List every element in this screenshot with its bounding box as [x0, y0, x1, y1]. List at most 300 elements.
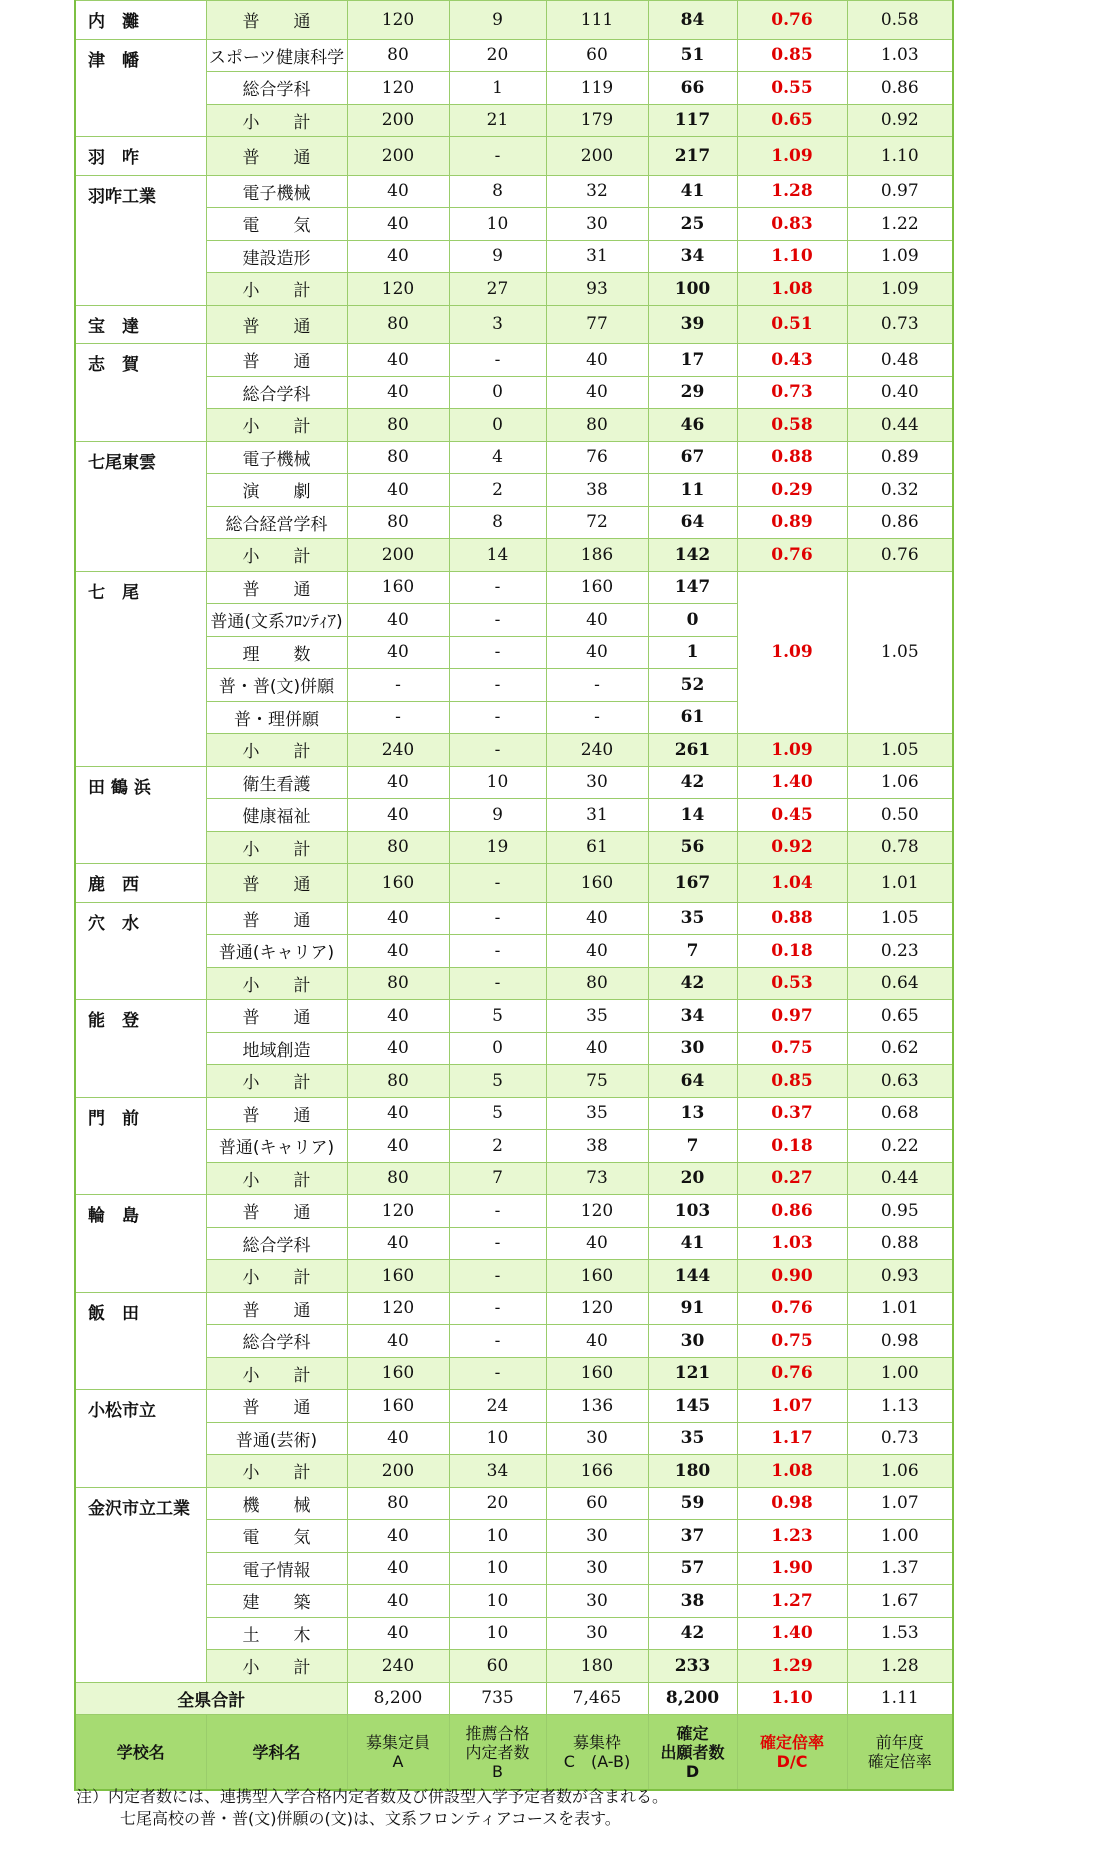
capacity-cell: 80 — [347, 1065, 449, 1098]
prev-ratio-cell: 1.13 — [847, 1390, 953, 1423]
ratio-cell: 1.03 — [737, 1227, 847, 1260]
department-cell: 小 計 — [206, 409, 347, 442]
total-applicants: 8,200 — [648, 1682, 737, 1715]
applicants-cell: 59 — [648, 1487, 737, 1520]
department-cell: 総合学科 — [206, 1325, 347, 1358]
header-recommended-line2: 内定者数 — [465, 1742, 530, 1762]
header-recommended-line1: 推薦合格 — [465, 1723, 530, 1743]
ratio-cell: 0.18 — [737, 1130, 847, 1163]
applicants-cell: 51 — [648, 39, 737, 72]
table-row — [75, 1617, 953, 1650]
ratio-cell: 0.37 — [737, 1097, 847, 1130]
department-cell: 健康福祉 — [206, 799, 347, 832]
quota-cell: 30 — [546, 1520, 648, 1553]
applicants-cell: 56 — [648, 831, 737, 864]
department-cell: 総合経営学科 — [206, 506, 347, 539]
table-body — [75, 1, 953, 1683]
ratio-cell: 0.18 — [737, 935, 847, 968]
applicants-cell: 34 — [648, 240, 737, 273]
recommended-cell: - — [449, 1195, 546, 1228]
applicants-cell: 64 — [648, 1065, 737, 1098]
ratio-cell: 0.55 — [737, 72, 847, 105]
ratio-cell: 0.88 — [737, 441, 847, 474]
department-cell: 普通(キャリア) — [206, 1130, 347, 1163]
capacity-cell: 80 — [347, 39, 449, 72]
recommended-cell: 9 — [449, 799, 546, 832]
prev-ratio-cell: 0.63 — [847, 1065, 953, 1098]
ratio-cell: 0.75 — [737, 1032, 847, 1065]
subtotal-row — [75, 1260, 953, 1293]
ratio-cell: 0.86 — [737, 1195, 847, 1228]
quota-cell: 160 — [546, 864, 648, 903]
applicants-cell: 67 — [648, 441, 737, 474]
prev-ratio-cell: 1.10 — [847, 137, 953, 176]
prev-ratio-cell: 1.03 — [847, 39, 953, 72]
department-cell: 小 計 — [206, 539, 347, 572]
ratio-cell: 0.76 — [737, 539, 847, 572]
capacity-cell: 120 — [347, 1292, 449, 1325]
recommended-cell: - — [449, 935, 546, 968]
capacity-cell: 40 — [347, 902, 449, 935]
table-row — [75, 441, 953, 474]
subtotal-row — [75, 1065, 953, 1098]
school-name-cell: 能 登 — [75, 1000, 206, 1098]
recommended-cell: 10 — [449, 766, 546, 799]
department-cell: 演 劇 — [206, 474, 347, 507]
footnotes — [76, 1786, 668, 1830]
applicants-cell: 64 — [648, 506, 737, 539]
table-row — [75, 571, 953, 604]
quota-cell: 40 — [546, 902, 648, 935]
capacity-cell: 120 — [347, 1195, 449, 1228]
department-cell: 小 計 — [206, 1065, 347, 1098]
quota-cell: 180 — [546, 1650, 648, 1683]
recommended-cell: 0 — [449, 409, 546, 442]
header-ratio-line1: 確定倍率 — [759, 1733, 824, 1752]
applicants-cell: 91 — [648, 1292, 737, 1325]
applicants-cell: 17 — [648, 344, 737, 377]
quota-cell: 40 — [546, 604, 648, 637]
prev-ratio-cell: 0.23 — [847, 935, 953, 968]
header-capacity — [347, 1715, 449, 1791]
applicants-cell: 117 — [648, 104, 737, 137]
capacity-cell: 40 — [347, 474, 449, 507]
department-cell: 小 計 — [206, 1357, 347, 1390]
applicants-cell: 66 — [648, 72, 737, 105]
recommended-cell: 3 — [449, 305, 546, 344]
table-row — [75, 902, 953, 935]
department-cell: 建設造形 — [206, 240, 347, 273]
ratio-cell: 1.90 — [737, 1552, 847, 1585]
quota-cell: 40 — [546, 1325, 648, 1358]
prev-ratio-cell: 0.86 — [847, 72, 953, 105]
quota-cell: 93 — [546, 273, 648, 306]
recommended-cell: 0 — [449, 376, 546, 409]
ratio-cell: 1.04 — [737, 864, 847, 903]
capacity-cell: 40 — [347, 344, 449, 377]
ratio-cell: 0.76 — [737, 1357, 847, 1390]
recommended-cell: 2 — [449, 1130, 546, 1163]
table-row — [75, 1032, 953, 1065]
department-cell: 普 通 — [206, 344, 347, 377]
recommended-cell: 2 — [449, 474, 546, 507]
quota-cell: 119 — [546, 72, 648, 105]
applicants-cell: 121 — [648, 1357, 737, 1390]
prev-ratio-cell: 1.06 — [847, 1455, 953, 1488]
capacity-cell: 40 — [347, 799, 449, 832]
recommended-cell: - — [449, 344, 546, 377]
prev-ratio-cell: 1.00 — [847, 1520, 953, 1553]
table-row — [75, 208, 953, 241]
ratio-cell: 0.29 — [737, 474, 847, 507]
prev-ratio-cell: 0.62 — [847, 1032, 953, 1065]
department-cell: 土 木 — [206, 1617, 347, 1650]
prev-ratio-cell: 0.92 — [847, 104, 953, 137]
total-capacity: 8,200 — [347, 1682, 449, 1715]
ratio-cell: 0.90 — [737, 1260, 847, 1293]
recommended-cell: - — [449, 571, 546, 604]
grand-total-row — [75, 1682, 953, 1715]
header-capacity-line2: A — [392, 1752, 404, 1771]
prev-ratio-cell: 1.09 — [847, 240, 953, 273]
quota-cell: - — [546, 701, 648, 734]
department-cell: 普 通 — [206, 1292, 347, 1325]
applicants-cell: 46 — [648, 409, 737, 442]
subtotal-row — [75, 1455, 953, 1488]
recommended-cell: - — [449, 864, 546, 903]
prev-ratio-cell: 0.97 — [847, 175, 953, 208]
recommended-cell: - — [449, 1260, 546, 1293]
applicants-cell: 144 — [648, 1260, 737, 1293]
subtotal-row — [75, 1, 953, 40]
prev-ratio-cell: 0.58 — [847, 1, 953, 40]
recommended-cell: 9 — [449, 1, 546, 40]
table-row — [75, 240, 953, 273]
recommended-cell: 19 — [449, 831, 546, 864]
capacity-cell: 120 — [347, 1, 449, 40]
table-row — [75, 39, 953, 72]
capacity-cell: 40 — [347, 175, 449, 208]
recommended-cell: 24 — [449, 1390, 546, 1423]
quota-cell: 60 — [546, 1487, 648, 1520]
header-school: 学校名 — [75, 1715, 206, 1791]
subtotal-row — [75, 273, 953, 306]
header-quota-line1: 募集枠 — [572, 1733, 621, 1752]
recommended-cell: - — [449, 701, 546, 734]
ratio-cell: 1.07 — [737, 1390, 847, 1423]
quota-cell: 30 — [546, 1617, 648, 1650]
quota-cell: 30 — [546, 1552, 648, 1585]
department-cell: 普 通 — [206, 571, 347, 604]
subtotal-row — [75, 1650, 953, 1683]
applicants-cell: 142 — [648, 539, 737, 572]
department-cell: 普 通 — [206, 1, 347, 40]
prev-ratio-cell: 1.00 — [847, 1357, 953, 1390]
table-row — [75, 1325, 953, 1358]
department-cell: 小 計 — [206, 273, 347, 306]
header-prev-ratio — [847, 1715, 953, 1791]
header-capacity-line1: 募集定員 — [365, 1733, 430, 1752]
subtotal-row — [75, 1357, 953, 1390]
total-ratio: 1.10 — [737, 1682, 847, 1715]
capacity-cell: 40 — [347, 1552, 449, 1585]
quota-cell: 186 — [546, 539, 648, 572]
capacity-cell: 40 — [347, 1585, 449, 1618]
school-name-cell: 田 鶴 浜 — [75, 766, 206, 864]
capacity-cell: 40 — [347, 376, 449, 409]
applicants-cell: 217 — [648, 137, 737, 176]
prev-ratio-cell: 0.95 — [847, 1195, 953, 1228]
capacity-cell: 40 — [347, 766, 449, 799]
school-name-cell: 津 幡 — [75, 39, 206, 137]
prev-ratio-cell: 0.48 — [847, 344, 953, 377]
recommended-cell: 14 — [449, 539, 546, 572]
subtotal-row — [75, 137, 953, 176]
quota-cell: - — [546, 669, 648, 702]
recommended-cell: 5 — [449, 1000, 546, 1033]
total-quota: 7,465 — [546, 1682, 648, 1715]
quota-cell: 31 — [546, 240, 648, 273]
table-row — [75, 72, 953, 105]
capacity-cell: 80 — [347, 1487, 449, 1520]
applicants-cell: 84 — [648, 1, 737, 40]
department-cell: 電 気 — [206, 1520, 347, 1553]
applicants-cell: 0 — [648, 604, 737, 637]
ratio-cell: 0.53 — [737, 967, 847, 1000]
applicants-cell: 42 — [648, 1617, 737, 1650]
ratio-cell: 0.89 — [737, 506, 847, 539]
applicants-cell: 35 — [648, 902, 737, 935]
capacity-cell: 80 — [347, 441, 449, 474]
recommended-cell: - — [449, 1227, 546, 1260]
applicants-cell: 7 — [648, 935, 737, 968]
table-row — [75, 1422, 953, 1455]
prev-ratio-cell: 1.05 — [847, 902, 953, 935]
quota-cell: 166 — [546, 1455, 648, 1488]
enrollment-table — [74, 0, 954, 1791]
school-name-cell: 鹿 西 — [75, 864, 206, 903]
recommended-cell: - — [449, 1357, 546, 1390]
capacity-cell: 40 — [347, 1032, 449, 1065]
capacity-cell: 40 — [347, 636, 449, 669]
recommended-cell: 4 — [449, 441, 546, 474]
applicants-cell: 13 — [648, 1097, 737, 1130]
ratio-cell: 0.85 — [737, 1065, 847, 1098]
prev-ratio-cell: 1.67 — [847, 1585, 953, 1618]
recommended-cell: - — [449, 967, 546, 1000]
recommended-cell: 27 — [449, 273, 546, 306]
capacity-cell: 80 — [347, 831, 449, 864]
subtotal-row — [75, 967, 953, 1000]
school-name-cell: 七尾東雲 — [75, 441, 206, 571]
capacity-cell: 40 — [347, 1097, 449, 1130]
department-cell: 普・普(文)併願 — [206, 669, 347, 702]
ratio-cell: 1.09 — [737, 571, 847, 734]
department-cell: 小 計 — [206, 967, 347, 1000]
quota-cell: 160 — [546, 571, 648, 604]
capacity-cell: - — [347, 701, 449, 734]
prev-ratio-cell: 0.64 — [847, 967, 953, 1000]
recommended-cell: 20 — [449, 39, 546, 72]
capacity-cell: 160 — [347, 571, 449, 604]
applicants-cell: 30 — [648, 1325, 737, 1358]
capacity-cell: 160 — [347, 1357, 449, 1390]
table-row — [75, 799, 953, 832]
ratio-cell: 0.92 — [737, 831, 847, 864]
department-cell: 普 通 — [206, 1097, 347, 1130]
applicants-cell: 39 — [648, 305, 737, 344]
recommended-cell: 10 — [449, 1520, 546, 1553]
header-applicants-line3: D — [685, 1761, 700, 1781]
prev-ratio-cell: 0.65 — [847, 1000, 953, 1033]
department-cell: 機 械 — [206, 1487, 347, 1520]
recommended-cell: 20 — [449, 1487, 546, 1520]
table-row — [75, 344, 953, 377]
column-header-row — [75, 1715, 953, 1791]
capacity-cell: 200 — [347, 539, 449, 572]
quota-cell: 73 — [546, 1162, 648, 1195]
table-row — [75, 175, 953, 208]
recommended-cell: 10 — [449, 1422, 546, 1455]
table-row — [75, 1227, 953, 1260]
ratio-cell: 0.98 — [737, 1487, 847, 1520]
header-recommended — [449, 1715, 546, 1791]
prev-ratio-cell: 1.05 — [847, 571, 953, 734]
recommended-cell: 21 — [449, 104, 546, 137]
applicants-cell: 34 — [648, 1000, 737, 1033]
ratio-cell: 1.17 — [737, 1422, 847, 1455]
table-row — [75, 1292, 953, 1325]
applicants-cell: 29 — [648, 376, 737, 409]
department-cell: 普 通 — [206, 1390, 347, 1423]
department-cell: 小 計 — [206, 831, 347, 864]
prev-ratio-cell: 0.78 — [847, 831, 953, 864]
recommended-cell: - — [449, 137, 546, 176]
ratio-cell: 0.76 — [737, 1, 847, 40]
department-cell: 小 計 — [206, 734, 347, 767]
ratio-cell: 0.58 — [737, 409, 847, 442]
school-name-cell: 小松市立 — [75, 1390, 206, 1488]
applicants-cell: 42 — [648, 766, 737, 799]
capacity-cell: 240 — [347, 1650, 449, 1683]
quota-cell: 30 — [546, 766, 648, 799]
footnote-line-1: 注）内定者数には、連携型入学合格内定者数及び併設型入学予定者数が含まれる。 — [76, 1787, 669, 1806]
recommended-cell: 9 — [449, 240, 546, 273]
capacity-cell: 40 — [347, 1130, 449, 1163]
header-applicants — [648, 1715, 737, 1791]
header-quota-line2: C (A-B) — [563, 1752, 631, 1771]
quota-cell: 160 — [546, 1260, 648, 1293]
applicants-cell: 57 — [648, 1552, 737, 1585]
table-row — [75, 1487, 953, 1520]
table-row — [75, 1552, 953, 1585]
department-cell: 電子機械 — [206, 175, 347, 208]
prev-ratio-cell: 1.09 — [847, 273, 953, 306]
prev-ratio-cell: 0.32 — [847, 474, 953, 507]
department-cell: 小 計 — [206, 1260, 347, 1293]
ratio-cell: 0.85 — [737, 39, 847, 72]
table-row — [75, 1000, 953, 1033]
ratio-cell: 0.43 — [737, 344, 847, 377]
department-cell: 普通(キャリア) — [206, 935, 347, 968]
capacity-cell: 80 — [347, 305, 449, 344]
prev-ratio-cell: 0.40 — [847, 376, 953, 409]
ratio-cell: 1.40 — [737, 1617, 847, 1650]
table-row — [75, 474, 953, 507]
quota-cell: 77 — [546, 305, 648, 344]
capacity-cell: 160 — [347, 1260, 449, 1293]
prev-ratio-cell: 1.05 — [847, 734, 953, 767]
quota-cell: 179 — [546, 104, 648, 137]
subtotal-row — [75, 305, 953, 344]
quota-cell: 72 — [546, 506, 648, 539]
applicants-cell: 30 — [648, 1032, 737, 1065]
department-cell: 普 通 — [206, 1195, 347, 1228]
prev-ratio-cell: 0.68 — [847, 1097, 953, 1130]
ratio-cell: 0.45 — [737, 799, 847, 832]
header-recommended-line3: B — [492, 1761, 503, 1781]
capacity-cell: 40 — [347, 240, 449, 273]
school-name-cell: 羽 咋 — [75, 137, 206, 176]
subtotal-row — [75, 409, 953, 442]
capacity-cell: 40 — [347, 1422, 449, 1455]
recommended-cell: - — [449, 669, 546, 702]
capacity-cell: 80 — [347, 506, 449, 539]
recommended-cell: - — [449, 902, 546, 935]
department-cell: 普通(芸術) — [206, 1422, 347, 1455]
ratio-cell: 0.75 — [737, 1325, 847, 1358]
prev-ratio-cell: 1.06 — [847, 766, 953, 799]
applicants-cell: 180 — [648, 1455, 737, 1488]
prev-ratio-cell: 1.53 — [847, 1617, 953, 1650]
recommended-cell: 10 — [449, 1585, 546, 1618]
applicants-cell: 41 — [648, 175, 737, 208]
recommended-cell: - — [449, 636, 546, 669]
header-prev-line2: 確定倍率 — [867, 1752, 932, 1771]
prev-ratio-cell: 0.73 — [847, 1422, 953, 1455]
header-applicants-line2: 出願者数 — [660, 1742, 725, 1762]
prev-ratio-cell: 0.22 — [847, 1130, 953, 1163]
recommended-cell: 10 — [449, 1552, 546, 1585]
ratio-cell: 0.65 — [737, 104, 847, 137]
prev-ratio-cell: 1.28 — [847, 1650, 953, 1683]
ratio-cell: 0.27 — [737, 1162, 847, 1195]
ratio-cell: 1.08 — [737, 1455, 847, 1488]
department-cell: 総合学科 — [206, 1227, 347, 1260]
quota-cell: 40 — [546, 344, 648, 377]
ratio-cell: 1.09 — [737, 137, 847, 176]
school-name-cell: 七 尾 — [75, 571, 206, 766]
recommended-cell: - — [449, 1325, 546, 1358]
total-prev-ratio: 1.11 — [847, 1682, 953, 1715]
quota-cell: 30 — [546, 208, 648, 241]
ratio-cell: 1.09 — [737, 734, 847, 767]
footnote-line-2: 七尾高校の普・普(文)併願の(文)は、文系フロンティアコースを表す。 — [120, 1809, 621, 1828]
school-name-cell: 内 灘 — [75, 1, 206, 40]
applicants-cell: 233 — [648, 1650, 737, 1683]
applicants-cell: 35 — [648, 1422, 737, 1455]
applicants-cell: 145 — [648, 1390, 737, 1423]
ratio-cell: 1.40 — [737, 766, 847, 799]
department-cell: 建 築 — [206, 1585, 347, 1618]
applicants-cell: 11 — [648, 474, 737, 507]
applicants-cell: 42 — [648, 967, 737, 1000]
department-cell: 小 計 — [206, 1650, 347, 1683]
applicants-cell: 38 — [648, 1585, 737, 1618]
quota-cell: 75 — [546, 1065, 648, 1098]
subtotal-row — [75, 104, 953, 137]
school-name-cell: 飯 田 — [75, 1292, 206, 1390]
